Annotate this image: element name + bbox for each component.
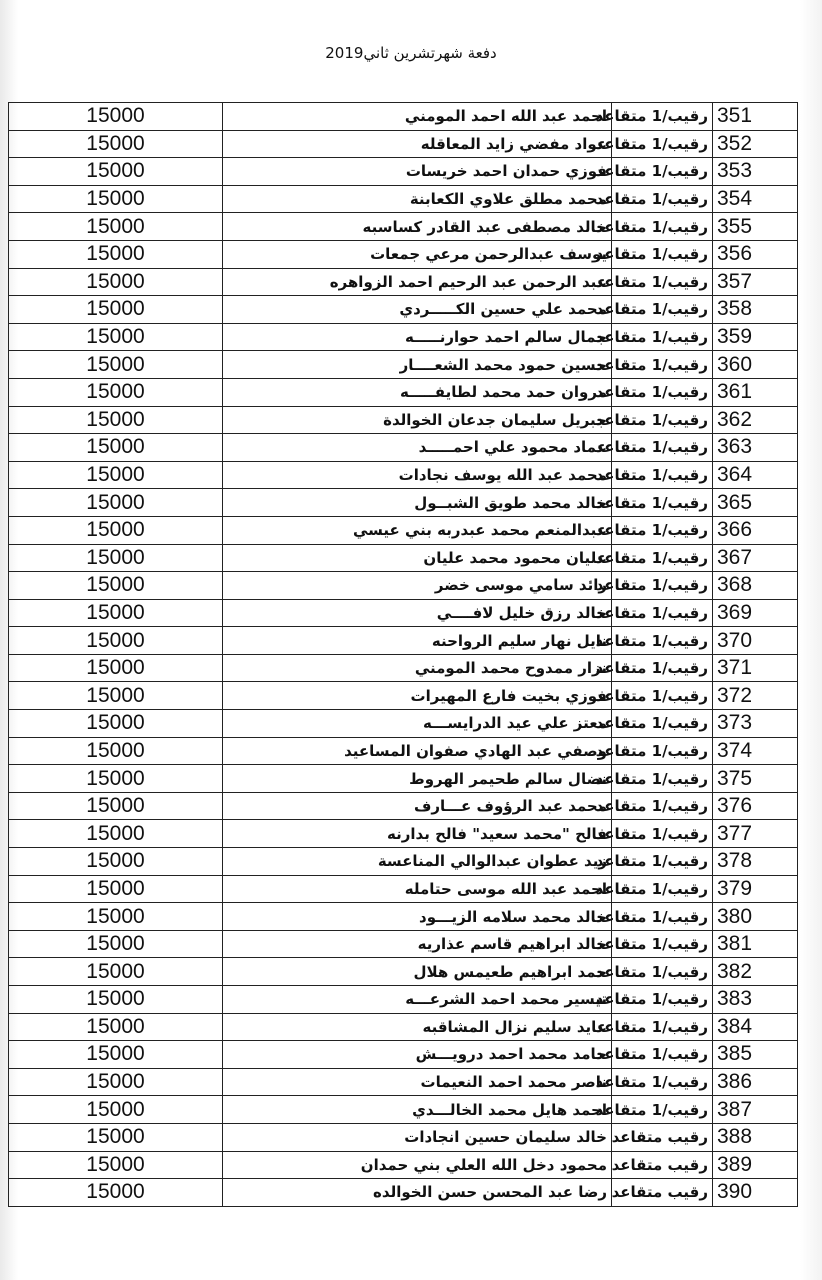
table-row	[9, 185, 798, 213]
row-amount: 15000	[9, 103, 223, 131]
row-rank: رقيب متقاعد	[612, 1123, 713, 1151]
row-rank: رقيب/1 متقاعد	[612, 820, 713, 848]
row-name: عماد محمود علي احمـــــد	[223, 434, 612, 462]
row-number: 373	[713, 710, 798, 738]
row-rank: رقيب/1 متقاعد	[612, 875, 713, 903]
table-row	[9, 737, 798, 765]
row-number: 363	[713, 434, 798, 462]
row-amount: 15000	[9, 986, 223, 1014]
row-amount: 15000	[9, 627, 223, 655]
row-amount: 15000	[9, 489, 223, 517]
row-number: 359	[713, 323, 798, 351]
row-name: عبد الرحمن عبد الرحيم احمد الزواهره	[223, 268, 612, 296]
row-name: خالد ابراهيم قاسم عذاريه	[223, 930, 612, 958]
row-number: 378	[713, 848, 798, 876]
row-number: 364	[713, 461, 798, 489]
row-rank: رقيب/1 متقاعد	[612, 1013, 713, 1041]
table-row	[9, 130, 798, 158]
row-name: عايد سليم نزال المشاقبه	[223, 1013, 612, 1041]
row-rank: رقيب/1 متقاعد	[612, 130, 713, 158]
table-row	[9, 903, 798, 931]
table-row	[9, 158, 798, 186]
row-name: يوسف عبدالرحمن مرعي جمعات	[223, 240, 612, 268]
row-number: 377	[713, 820, 798, 848]
row-amount: 15000	[9, 1013, 223, 1041]
row-number: 365	[713, 489, 798, 517]
row-number: 356	[713, 240, 798, 268]
row-rank: رقيب/1 متقاعد	[612, 958, 713, 986]
row-amount: 15000	[9, 572, 223, 600]
row-rank: رقيب/1 متقاعد	[612, 848, 713, 876]
table-row	[9, 1179, 798, 1207]
row-number: 380	[713, 903, 798, 931]
row-name: جمال سالم احمد حوارنـــــه	[223, 323, 612, 351]
row-amount: 15000	[9, 351, 223, 379]
row-rank: رقيب/1 متقاعد	[612, 378, 713, 406]
row-number: 353	[713, 158, 798, 186]
table-row	[9, 654, 798, 682]
row-amount: 15000	[9, 158, 223, 186]
row-number: 362	[713, 406, 798, 434]
row-number: 358	[713, 296, 798, 324]
row-number: 385	[713, 1041, 798, 1069]
row-amount: 15000	[9, 378, 223, 406]
row-rank: رقيب/1 متقاعد	[612, 268, 713, 296]
row-number: 379	[713, 875, 798, 903]
row-amount: 15000	[9, 1068, 223, 1096]
table-row	[9, 323, 798, 351]
row-number: 382	[713, 958, 798, 986]
row-rank: رقيب/1 متقاعد	[612, 599, 713, 627]
row-rank: رقيب/1 متقاعد	[612, 296, 713, 324]
row-rank: رقيب/1 متقاعد	[612, 627, 713, 655]
row-name: احمد عبد الله احمد المومني	[223, 103, 612, 131]
row-amount: 15000	[9, 516, 223, 544]
row-number: 390	[713, 1179, 798, 1207]
table-row	[9, 434, 798, 462]
row-name: زيد عطوان عبدالوالي المناعسة	[223, 848, 612, 876]
page-title: دفعة شهرتشرين ثاني2019	[325, 44, 497, 62]
row-name: جبريل سليمان جدعان الخوالدة	[223, 406, 612, 434]
table-row	[9, 351, 798, 379]
row-number: 386	[713, 1068, 798, 1096]
row-amount: 15000	[9, 1096, 223, 1124]
table-row	[9, 461, 798, 489]
table-row	[9, 406, 798, 434]
row-name: نايل نهار سليم الرواحنه	[223, 627, 612, 655]
table-row	[9, 792, 798, 820]
table-row	[9, 848, 798, 876]
row-name: نضال سالم طحيمر الهروط	[223, 765, 612, 793]
row-name: معتز علي عيد الدرايســـه	[223, 710, 612, 738]
row-amount: 15000	[9, 406, 223, 434]
row-rank: رقيب/1 متقاعد	[612, 1096, 713, 1124]
row-name: عليان محمود محمد عليان	[223, 544, 612, 572]
row-rank: رقيب/1 متقاعد	[612, 903, 713, 931]
row-rank: رقيب/1 متقاعد	[612, 489, 713, 517]
table-row	[9, 1013, 798, 1041]
table-row	[9, 516, 798, 544]
row-number: 372	[713, 682, 798, 710]
row-rank: رقيب/1 متقاعد	[612, 103, 713, 131]
table-row	[9, 930, 798, 958]
row-amount: 15000	[9, 930, 223, 958]
row-amount: 15000	[9, 461, 223, 489]
table-row	[9, 268, 798, 296]
row-amount: 15000	[9, 1179, 223, 1207]
payment-table	[8, 102, 798, 1207]
row-number: 376	[713, 792, 798, 820]
row-number: 366	[713, 516, 798, 544]
table-row	[9, 765, 798, 793]
row-rank: رقيب/1 متقاعد	[612, 737, 713, 765]
row-number: 374	[713, 737, 798, 765]
row-number: 375	[713, 765, 798, 793]
row-rank: رقيب/1 متقاعد	[612, 213, 713, 241]
table-row	[9, 296, 798, 324]
row-number: 387	[713, 1096, 798, 1124]
row-rank: رقيب/1 متقاعد	[612, 406, 713, 434]
row-number: 388	[713, 1123, 798, 1151]
row-amount: 15000	[9, 654, 223, 682]
table-row	[9, 213, 798, 241]
row-number: 381	[713, 930, 798, 958]
row-name: محمد مطلق علاوي الكعابنة	[223, 185, 612, 213]
row-amount: 15000	[9, 323, 223, 351]
row-name: خالد محمد سلامه الزيـــود	[223, 903, 612, 931]
row-rank: رقيب/1 متقاعد	[612, 544, 713, 572]
row-rank: رقيب/1 متقاعد	[612, 1041, 713, 1069]
row-number: 367	[713, 544, 798, 572]
table-row	[9, 958, 798, 986]
row-name: حامد محمد احمد درويـــش	[223, 1041, 612, 1069]
row-amount: 15000	[9, 240, 223, 268]
row-amount: 15000	[9, 903, 223, 931]
table-row	[9, 572, 798, 600]
row-number: 361	[713, 378, 798, 406]
row-name: وصفي عبد الهادي صفوان المساعيد	[223, 737, 612, 765]
row-amount: 15000	[9, 1151, 223, 1179]
row-amount: 15000	[9, 268, 223, 296]
row-amount: 15000	[9, 185, 223, 213]
row-number: 384	[713, 1013, 798, 1041]
row-amount: 15000	[9, 682, 223, 710]
row-rank: رقيب/1 متقاعد	[612, 461, 713, 489]
row-number: 368	[713, 572, 798, 600]
row-amount: 15000	[9, 1123, 223, 1151]
row-name: محمد عبد الرؤوف عـــارف	[223, 792, 612, 820]
row-number: 360	[713, 351, 798, 379]
row-rank: رقيب/1 متقاعد	[612, 185, 713, 213]
table-row	[9, 875, 798, 903]
row-name: محمود دخل الله العلي بني حمدان	[223, 1151, 612, 1179]
row-rank: رقيب/1 متقاعد	[612, 434, 713, 462]
row-rank: رقيب/1 متقاعد	[612, 654, 713, 682]
row-amount: 15000	[9, 296, 223, 324]
row-rank: رقيب/1 متقاعد	[612, 351, 713, 379]
row-rank: رقيب متقاعد	[612, 1179, 713, 1207]
row-rank: رقيب/1 متقاعد	[612, 765, 713, 793]
table-row	[9, 1041, 798, 1069]
row-amount: 15000	[9, 875, 223, 903]
row-amount: 15000	[9, 1041, 223, 1069]
row-name: خالد محمد طويق الشبــول	[223, 489, 612, 517]
row-number: 389	[713, 1151, 798, 1179]
row-rank: رقيب/1 متقاعد	[612, 158, 713, 186]
row-name: خالد سليمان حسين انجادات	[223, 1123, 612, 1151]
row-name: فوزي حمدان احمد خريسات	[223, 158, 612, 186]
table-row	[9, 378, 798, 406]
row-name: محمد عبد الله يوسف نجادات	[223, 461, 612, 489]
row-name: احمد هايل محمد الخالـــدي	[223, 1096, 612, 1124]
row-amount: 15000	[9, 710, 223, 738]
row-name: فوزي بخيت فارع المهيرات	[223, 682, 612, 710]
row-amount: 15000	[9, 544, 223, 572]
row-amount: 15000	[9, 434, 223, 462]
row-rank: رقيب متقاعد	[612, 1151, 713, 1179]
row-amount: 15000	[9, 958, 223, 986]
table-row	[9, 627, 798, 655]
row-number: 351	[713, 103, 798, 131]
table-row	[9, 710, 798, 738]
row-amount: 15000	[9, 130, 223, 158]
row-name: عبدالمنعم محمد عبدربه بني عيسي	[223, 516, 612, 544]
row-rank: رقيب/1 متقاعد	[612, 682, 713, 710]
row-rank: رقيب/1 متقاعد	[612, 240, 713, 268]
table-row	[9, 1068, 798, 1096]
row-rank: رقيب/1 متقاعد	[612, 930, 713, 958]
row-name: فالح "محمد سعيد" فالح بدارنه	[223, 820, 612, 848]
row-name: احمد عبد الله موسى حتامله	[223, 875, 612, 903]
table-row	[9, 986, 798, 1014]
table-row	[9, 103, 798, 131]
row-amount: 15000	[9, 792, 223, 820]
row-name: ناصر محمد احمد النعيمات	[223, 1068, 612, 1096]
row-name: خالد مصطفى عبد القادر كساسبه	[223, 213, 612, 241]
row-number: 357	[713, 268, 798, 296]
row-name: تيسير محمد احمد الشرعـــه	[223, 986, 612, 1014]
table-row	[9, 1123, 798, 1151]
table-row	[9, 489, 798, 517]
row-number: 354	[713, 185, 798, 213]
table-row	[9, 599, 798, 627]
row-name: رائد سامي موسى خضر	[223, 572, 612, 600]
table-row	[9, 820, 798, 848]
row-number: 370	[713, 627, 798, 655]
row-amount: 15000	[9, 848, 223, 876]
row-name: رضا عبد المحسن حسن الخوالده	[223, 1179, 612, 1207]
row-name: محمد علي حسين الكـــــردي	[223, 296, 612, 324]
row-amount: 15000	[9, 737, 223, 765]
table-row	[9, 240, 798, 268]
row-number: 352	[713, 130, 798, 158]
table-row	[9, 1096, 798, 1124]
row-rank: رقيب/1 متقاعد	[612, 710, 713, 738]
row-name: عواد مفضي زايد المعاقله	[223, 130, 612, 158]
row-rank: رقيب/1 متقاعد	[612, 792, 713, 820]
row-number: 383	[713, 986, 798, 1014]
row-rank: رقيب/1 متقاعد	[612, 516, 713, 544]
row-rank: رقيب/1 متقاعد	[612, 572, 713, 600]
row-name: خالد رزق خليل لافــــي	[223, 599, 612, 627]
row-rank: رقيب/1 متقاعد	[612, 1068, 713, 1096]
row-amount: 15000	[9, 213, 223, 241]
row-name: حسين حمود محمد الشعــــار	[223, 351, 612, 379]
row-rank: رقيب/1 متقاعد	[612, 323, 713, 351]
table-row	[9, 682, 798, 710]
row-name: مروان حمد محمد لطايفـــــه	[223, 378, 612, 406]
table-row	[9, 544, 798, 572]
row-name: نزار ممدوح محمد المومني	[223, 654, 612, 682]
row-amount: 15000	[9, 820, 223, 848]
row-number: 369	[713, 599, 798, 627]
row-number: 355	[713, 213, 798, 241]
row-rank: رقيب/1 متقاعد	[612, 986, 713, 1014]
table-row	[9, 1151, 798, 1179]
row-amount: 15000	[9, 765, 223, 793]
row-amount: 15000	[9, 599, 223, 627]
row-number: 371	[713, 654, 798, 682]
row-name: حمد ابراهيم طعيمس هلال	[223, 958, 612, 986]
